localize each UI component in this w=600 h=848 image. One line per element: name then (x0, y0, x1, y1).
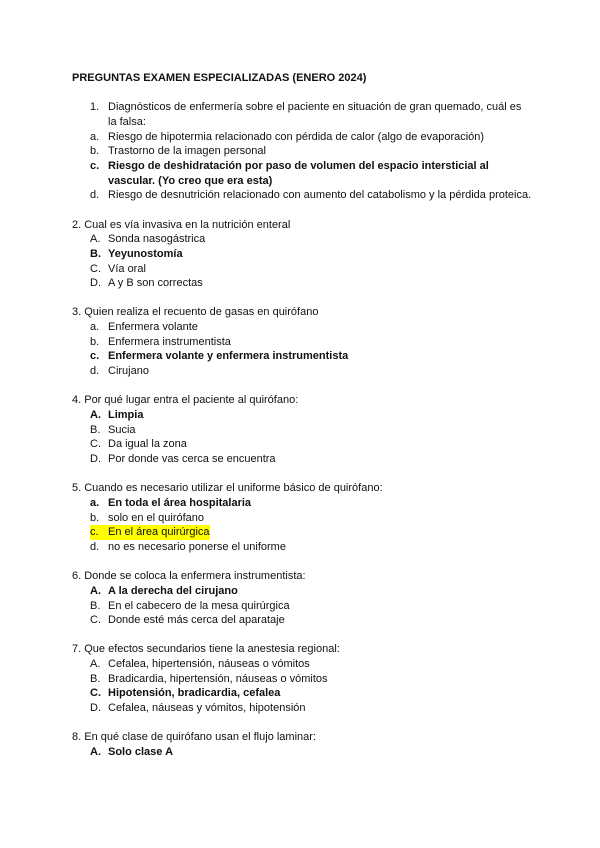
option-text: Limpia (108, 409, 144, 422)
option-text: Riesgo de hipotermia relacionado con pérdida de calor (algo de evaporación) (108, 130, 485, 143)
option-letter: B. (90, 672, 101, 685)
question-7 (72, 642, 532, 715)
question-6 (72, 569, 532, 628)
question-number: 1. (90, 101, 100, 114)
option-answer (72, 745, 532, 760)
option (72, 437, 532, 452)
question-text: 8. En qué clase de quirófano usan el flujo laminar: (72, 731, 316, 744)
option-text: Hipotensión, bradicardia, cefalea (108, 687, 281, 700)
option (72, 540, 532, 555)
option-answer (72, 686, 532, 701)
option-text: Donde esté más cerca del aparataje (108, 614, 285, 627)
question-text: 3. Quien realiza el recuento de gasas en quirófano (72, 306, 319, 319)
option-letter: C. (90, 438, 101, 451)
option-text: Da igual la zona (108, 438, 187, 451)
question-4 (72, 393, 532, 466)
option-highlighted (72, 525, 532, 540)
option-text: Solo clase A (108, 746, 174, 759)
question-text: 5. Cuando es necesario utilizar el uniforme básico de quirófano: (72, 482, 383, 495)
option-letter: c. (90, 159, 100, 172)
option-text: A la derecha del cirujano (108, 584, 238, 597)
option-text: Cirujano (108, 365, 149, 378)
option-letter: D. (90, 453, 101, 465)
option-letter: a. (90, 496, 100, 509)
option (72, 613, 532, 628)
option-text: Riesgo de desnutrición relacionado con aumento del catabolismo y la pérdida proteica. (108, 189, 532, 202)
option-text: no es necesario ponerse el uniforme (108, 540, 286, 553)
option-text: Riesgo de deshidratación por paso de volumen del espacio intersticial al vascular. (Yo creo que era esta) (108, 159, 489, 187)
option-text: Vía oral (108, 262, 146, 275)
option (72, 144, 532, 159)
option-letter: b. (90, 145, 100, 158)
option (72, 320, 532, 335)
option-letter: a. (90, 321, 100, 334)
option-text: solo en el quirófano (108, 511, 205, 524)
option-text: Por donde vas cerca se encuentra (108, 453, 276, 465)
option-text: Bradicardia, hipertensión, náuseas o vómitos (108, 672, 328, 685)
option-text: Sonda nasogástrica (108, 233, 206, 246)
question-5 (72, 481, 532, 554)
option-text: En el área quirúrgica (108, 526, 210, 539)
option-text: Trastorno de la imagen personal (108, 145, 266, 158)
option (72, 672, 532, 687)
option-letter: A. (90, 409, 101, 422)
document-title: PREGUNTAS EXAMEN ESPECIALIZADAS (ENERO 2024) (72, 72, 367, 84)
question-1 (72, 100, 532, 129)
option-text: Enfermera volante y enfermera instrumentista (108, 350, 349, 363)
option-text: Cefalea, hipertensión, náuseas o vómitos (108, 658, 310, 671)
option (72, 423, 532, 438)
option-text: Enfermera instrumentista (108, 335, 231, 348)
option-letter: a. (90, 130, 100, 143)
option-answer (72, 408, 532, 423)
question-3 (72, 305, 532, 378)
option-answer (72, 584, 532, 599)
option-text: En toda el área hospitalaria (108, 496, 252, 509)
option (72, 701, 532, 716)
option (72, 262, 532, 277)
question-text: 4. Por qué lugar entra el paciente al quirófano: (72, 394, 299, 407)
option-text: Sucia (108, 423, 136, 436)
option-letter: b. (90, 511, 100, 524)
option-letter: C. (90, 262, 101, 275)
option (72, 276, 532, 291)
option (72, 599, 532, 614)
option-text: Cefalea, náuseas y vómitos, hipotensión (108, 702, 306, 715)
question-2 (72, 218, 532, 291)
option-letter: A. (90, 584, 101, 597)
option-letter: D. (90, 277, 101, 290)
option-letter: D. (90, 702, 101, 715)
option-letter: d. (90, 540, 100, 553)
question-text: Diagnósticos de enfermería sobre el paciente en situación de gran quemado, cuál es la falsa: (108, 101, 522, 128)
document-page (72, 71, 532, 760)
option-answer (72, 349, 532, 364)
question-text: 6. Donde se coloca la enfermera instrumentista: (72, 570, 306, 583)
option-letter: A. (90, 746, 101, 759)
option-letter: b. (90, 335, 100, 348)
option (72, 130, 532, 145)
option (72, 511, 532, 526)
option-text: En el cabecero de la mesa quirúrgica (108, 599, 290, 612)
option-answer (72, 159, 532, 188)
option-letter: d. (90, 365, 100, 378)
option (72, 188, 532, 203)
option-text: Yeyunostomía (108, 247, 183, 260)
option-letter: d. (90, 189, 100, 202)
option-letter: A. (90, 233, 101, 246)
option-answer (72, 496, 532, 511)
option-letter: c. (90, 350, 100, 363)
question-8 (72, 730, 532, 759)
option (72, 364, 532, 379)
option-answer (72, 247, 532, 262)
option-letter: C. (90, 614, 101, 627)
option-text: A y B son correctas (108, 277, 203, 290)
option-letter: B. (90, 423, 101, 436)
option-letter: c. (90, 526, 99, 539)
option (72, 232, 532, 247)
option (72, 335, 532, 350)
option (72, 657, 532, 672)
option-letter: B. (90, 599, 101, 612)
option (72, 452, 532, 467)
option-letter: A. (90, 658, 101, 671)
option-letter: C. (90, 687, 101, 700)
question-text: 7. Que efectos secundarios tiene la anestesia regional: (72, 643, 340, 656)
option-text: Enfermera volante (108, 321, 198, 334)
option-letter: B. (90, 247, 101, 260)
question-text: 2. Cual es vía invasiva en la nutrición enteral (72, 218, 291, 231)
